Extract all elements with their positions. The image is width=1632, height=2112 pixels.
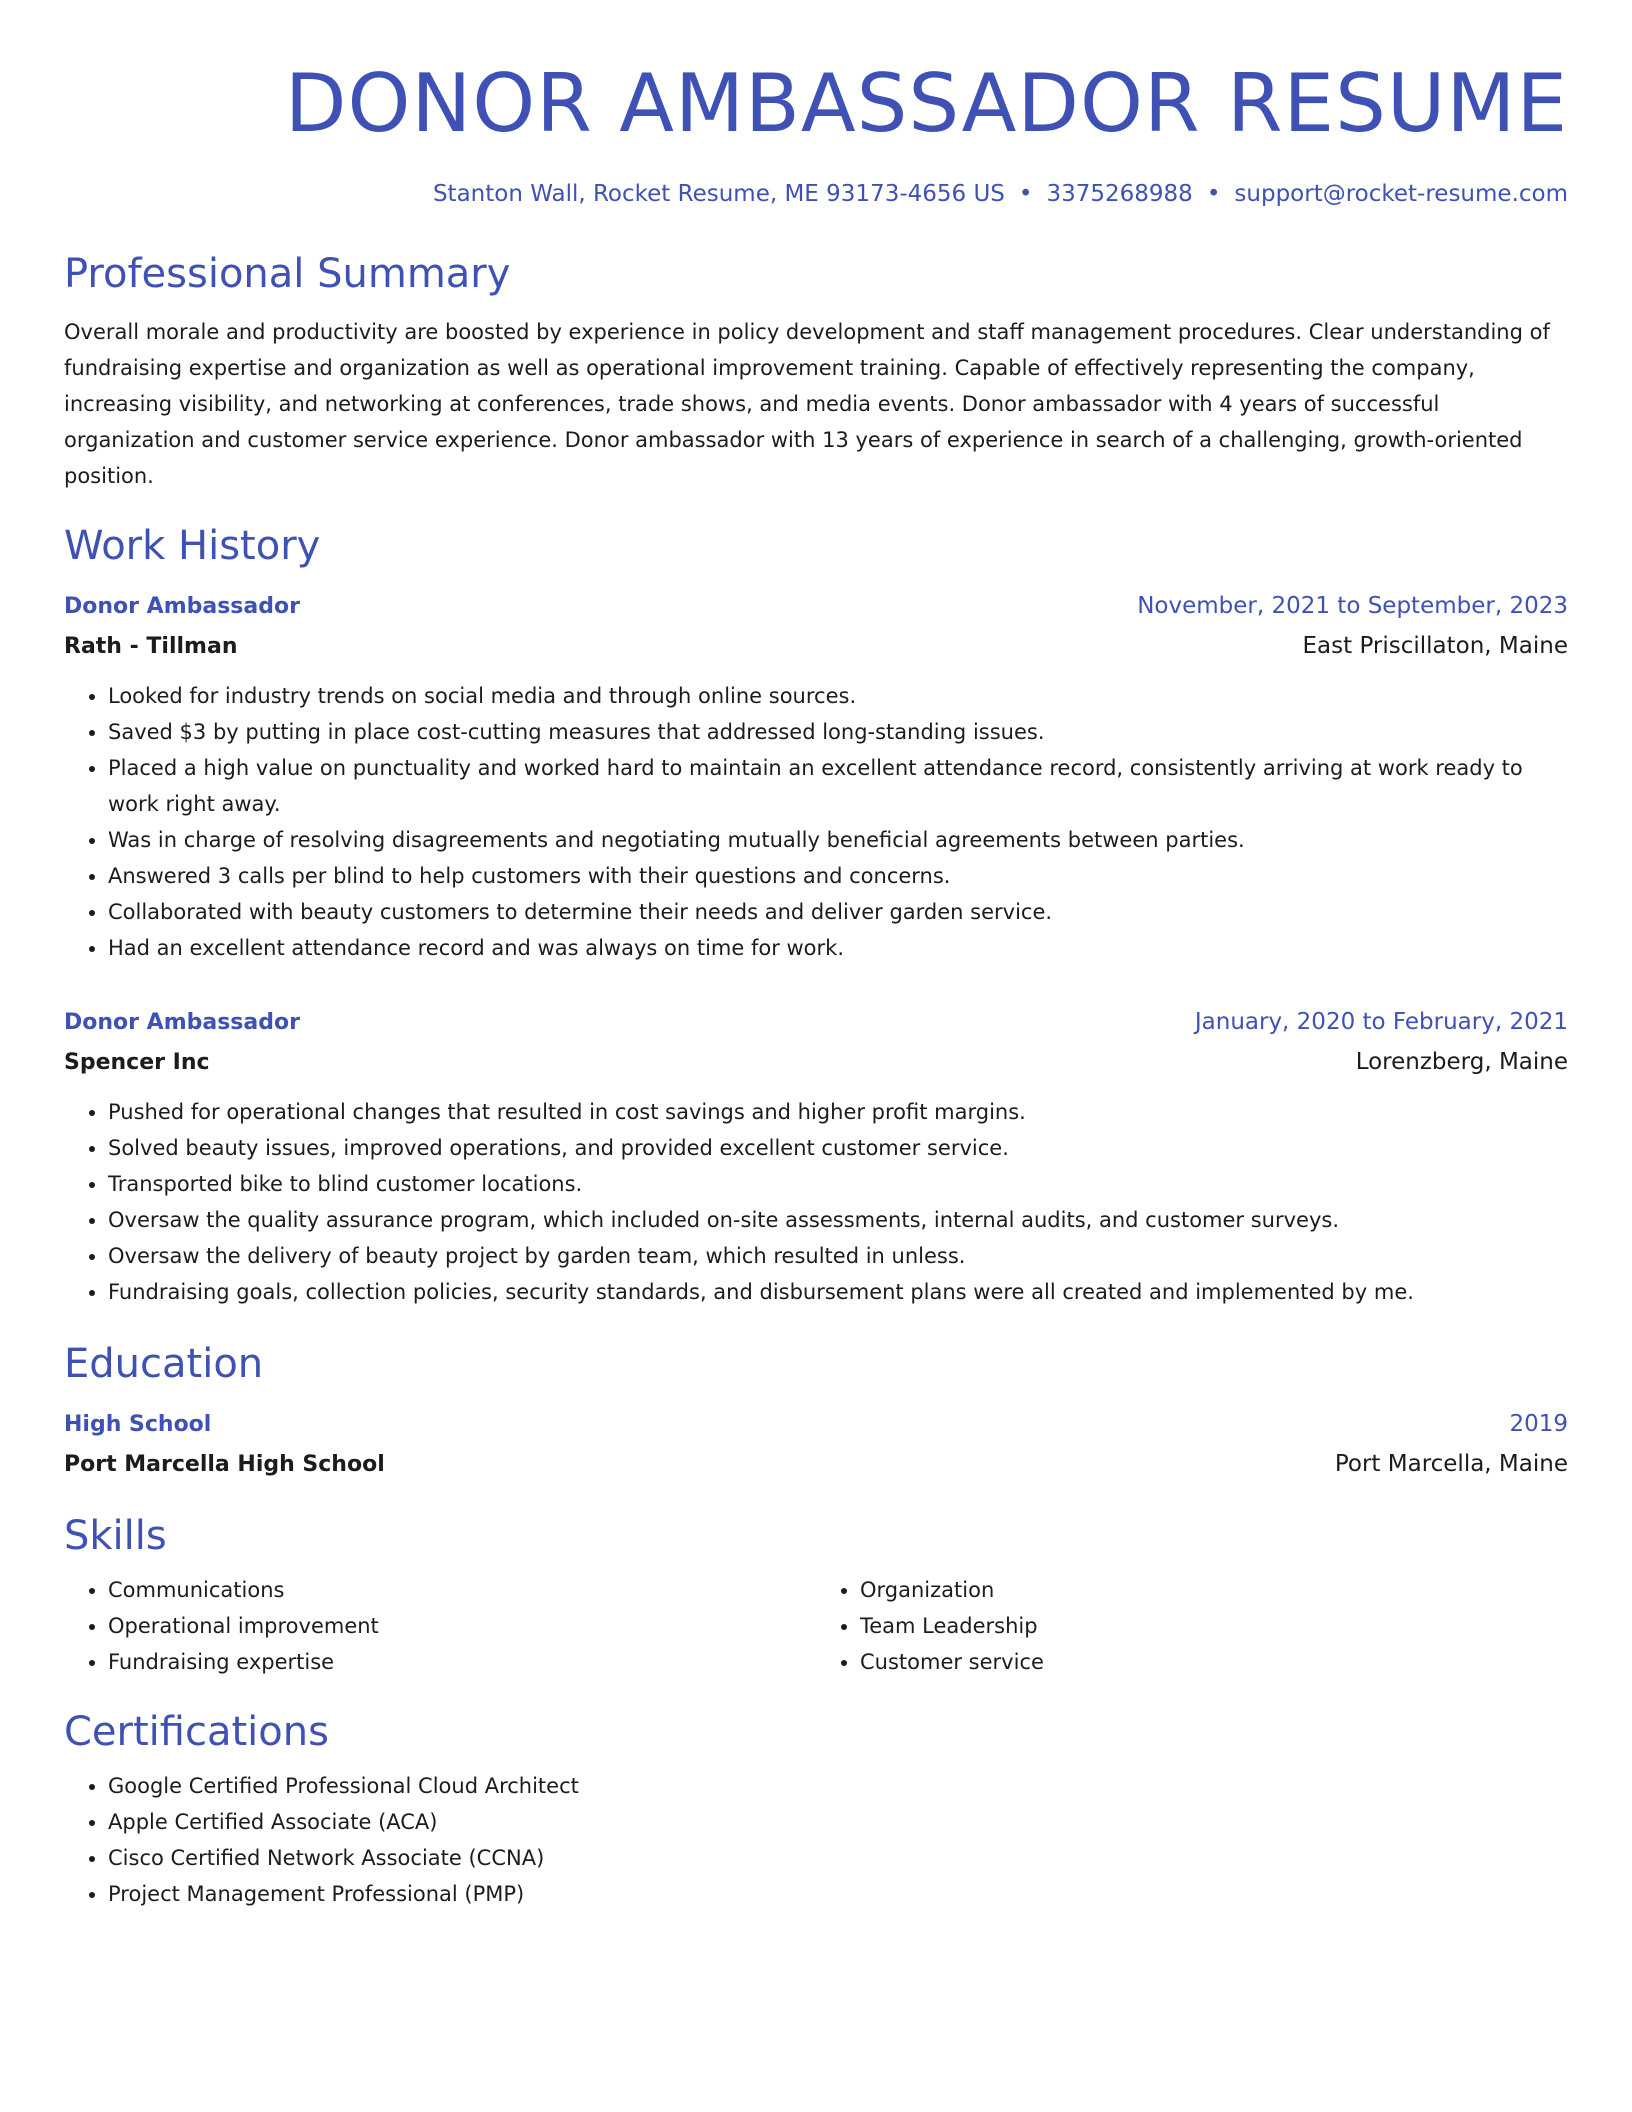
job-bullet: • Oversaw the delivery of beauty project by garden team, which resulted in unless. [108,1238,1568,1274]
job-dates: November, 2021 to September, 2023 [1137,593,1568,619]
job-bullet: • Saved $3 by putting in place cost-cutting measures that addressed long-standing issues. [108,714,1568,750]
job-entry [64,586,1568,966]
section-title-certifications: Certifications [64,1709,329,1755]
section-title-skills: Skills [64,1513,167,1559]
resume-header [64,56,1568,210]
contact-separator: • [1206,181,1221,207]
section-title-education: Education [64,1341,264,1387]
job-bullet: • Had an excellent attendance record and was always on time for work. [108,930,1568,966]
certification-item: • Project Management Professional (PMP) [108,1876,1568,1912]
job-role: Donor Ambassador [64,1010,300,1035]
education-location: Port Marcella, Maine [1334,1451,1568,1477]
job-dates: January, 2020 to February, 2021 [1194,1009,1568,1035]
job-bullet: • Fundraising goals, collection policies, security standards, and disbursement plans were all created and implemented by me. [108,1274,1568,1310]
job-employer-row [64,627,1568,666]
job-bullet: • Looked for industry trends on social media and through online sources. [108,678,1568,714]
skill-item: • Customer service [860,1644,1568,1680]
section-title-summary: Professional Summary [64,251,511,297]
job-bullet: • Oversaw the quality assurance program, which included on-site assessments, internal audits, and customer surveys. [108,1202,1568,1238]
job-bullet: • Transported bike to blind customer locations. [108,1166,1568,1202]
contact-email: support@rocket-resume.com [1234,181,1568,207]
job-bullets [64,678,1568,966]
skills-column-right [816,1572,1568,1680]
job-entry [64,1002,1568,1310]
summary-text: Overall morale and productivity are boosted by experience in policy development and staff management procedures. Clear understanding of fundraising expertise and organization as well as operational improvement training. Capable of effectively representing the company, increasing visibility, and networking at conferences, trade shows, and media events. Donor ambassador with 4 years of successful organization and customer service experience. Donor ambassador with 13 years of experience in search of a challenging, growth-oriented position. [64,320,1550,488]
skills-column-left [64,1572,816,1680]
job-header-row [64,586,1568,627]
education-header-row [64,1404,1568,1445]
education-year: 2019 [1509,1411,1568,1437]
skill-item: • Communications [108,1572,816,1608]
job-bullet: • Placed a high value on punctuality and worked hard to maintain an excellent attendance record, consistently arriving at work ready to work right away. [108,750,1568,822]
skill-item: • Operational improvement [108,1608,816,1644]
job-employer: Spencer Inc [64,1050,210,1075]
job-role: Donor Ambassador [64,594,300,619]
skill-item: • Fundraising expertise [108,1644,816,1680]
education-entry [64,1404,1568,1484]
contact-separator: • [1018,181,1033,207]
job-bullet: • Solved beauty issues, improved operations, and provided excellent customer service. [108,1130,1568,1166]
job-header-row [64,1002,1568,1043]
certification-item: • Google Certified Professional Cloud Architect [108,1768,1568,1804]
skill-item: • Team Leadership [860,1608,1568,1644]
job-bullet: • Was in charge of resolving disagreements and negotiating mutually beneficial agreements between parties. [108,822,1568,858]
page-title: DONOR AMBASSADOR RESUME [284,57,1568,150]
education-school-row [64,1445,1568,1484]
education-degree: High School [64,1412,212,1437]
certifications-list [64,1768,1568,1912]
skill-item: • Organization [860,1572,1568,1608]
section-title-work-history: Work History [64,523,321,569]
contact-line [64,178,1568,210]
job-bullets [64,1094,1568,1310]
job-location: East Priscillaton, Maine [1302,633,1568,659]
job-bullet: • Collaborated with beauty customers to determine their needs and deliver garden service. [108,894,1568,930]
skills-list [64,1572,1568,1680]
job-location: Lorenzberg, Maine [1355,1049,1568,1075]
job-employer: Rath - Tillman [64,634,238,659]
job-employer-row [64,1043,1568,1082]
certification-item: • Apple Certified Associate (ACA) [108,1804,1568,1840]
job-bullet: • Pushed for operational changes that resulted in cost savings and higher profit margins. [108,1094,1568,1130]
job-bullet: • Answered 3 calls per blind to help customers with their questions and concerns. [108,858,1568,894]
contact-phone: 3375268988 [1046,181,1193,207]
contact-address: Stanton Wall, Rocket Resume, ME 93173-4656 US [432,181,1005,207]
education-school: Port Marcella High School [64,1452,385,1477]
certification-item: • Cisco Certified Network Associate (CCNA) [108,1840,1568,1876]
